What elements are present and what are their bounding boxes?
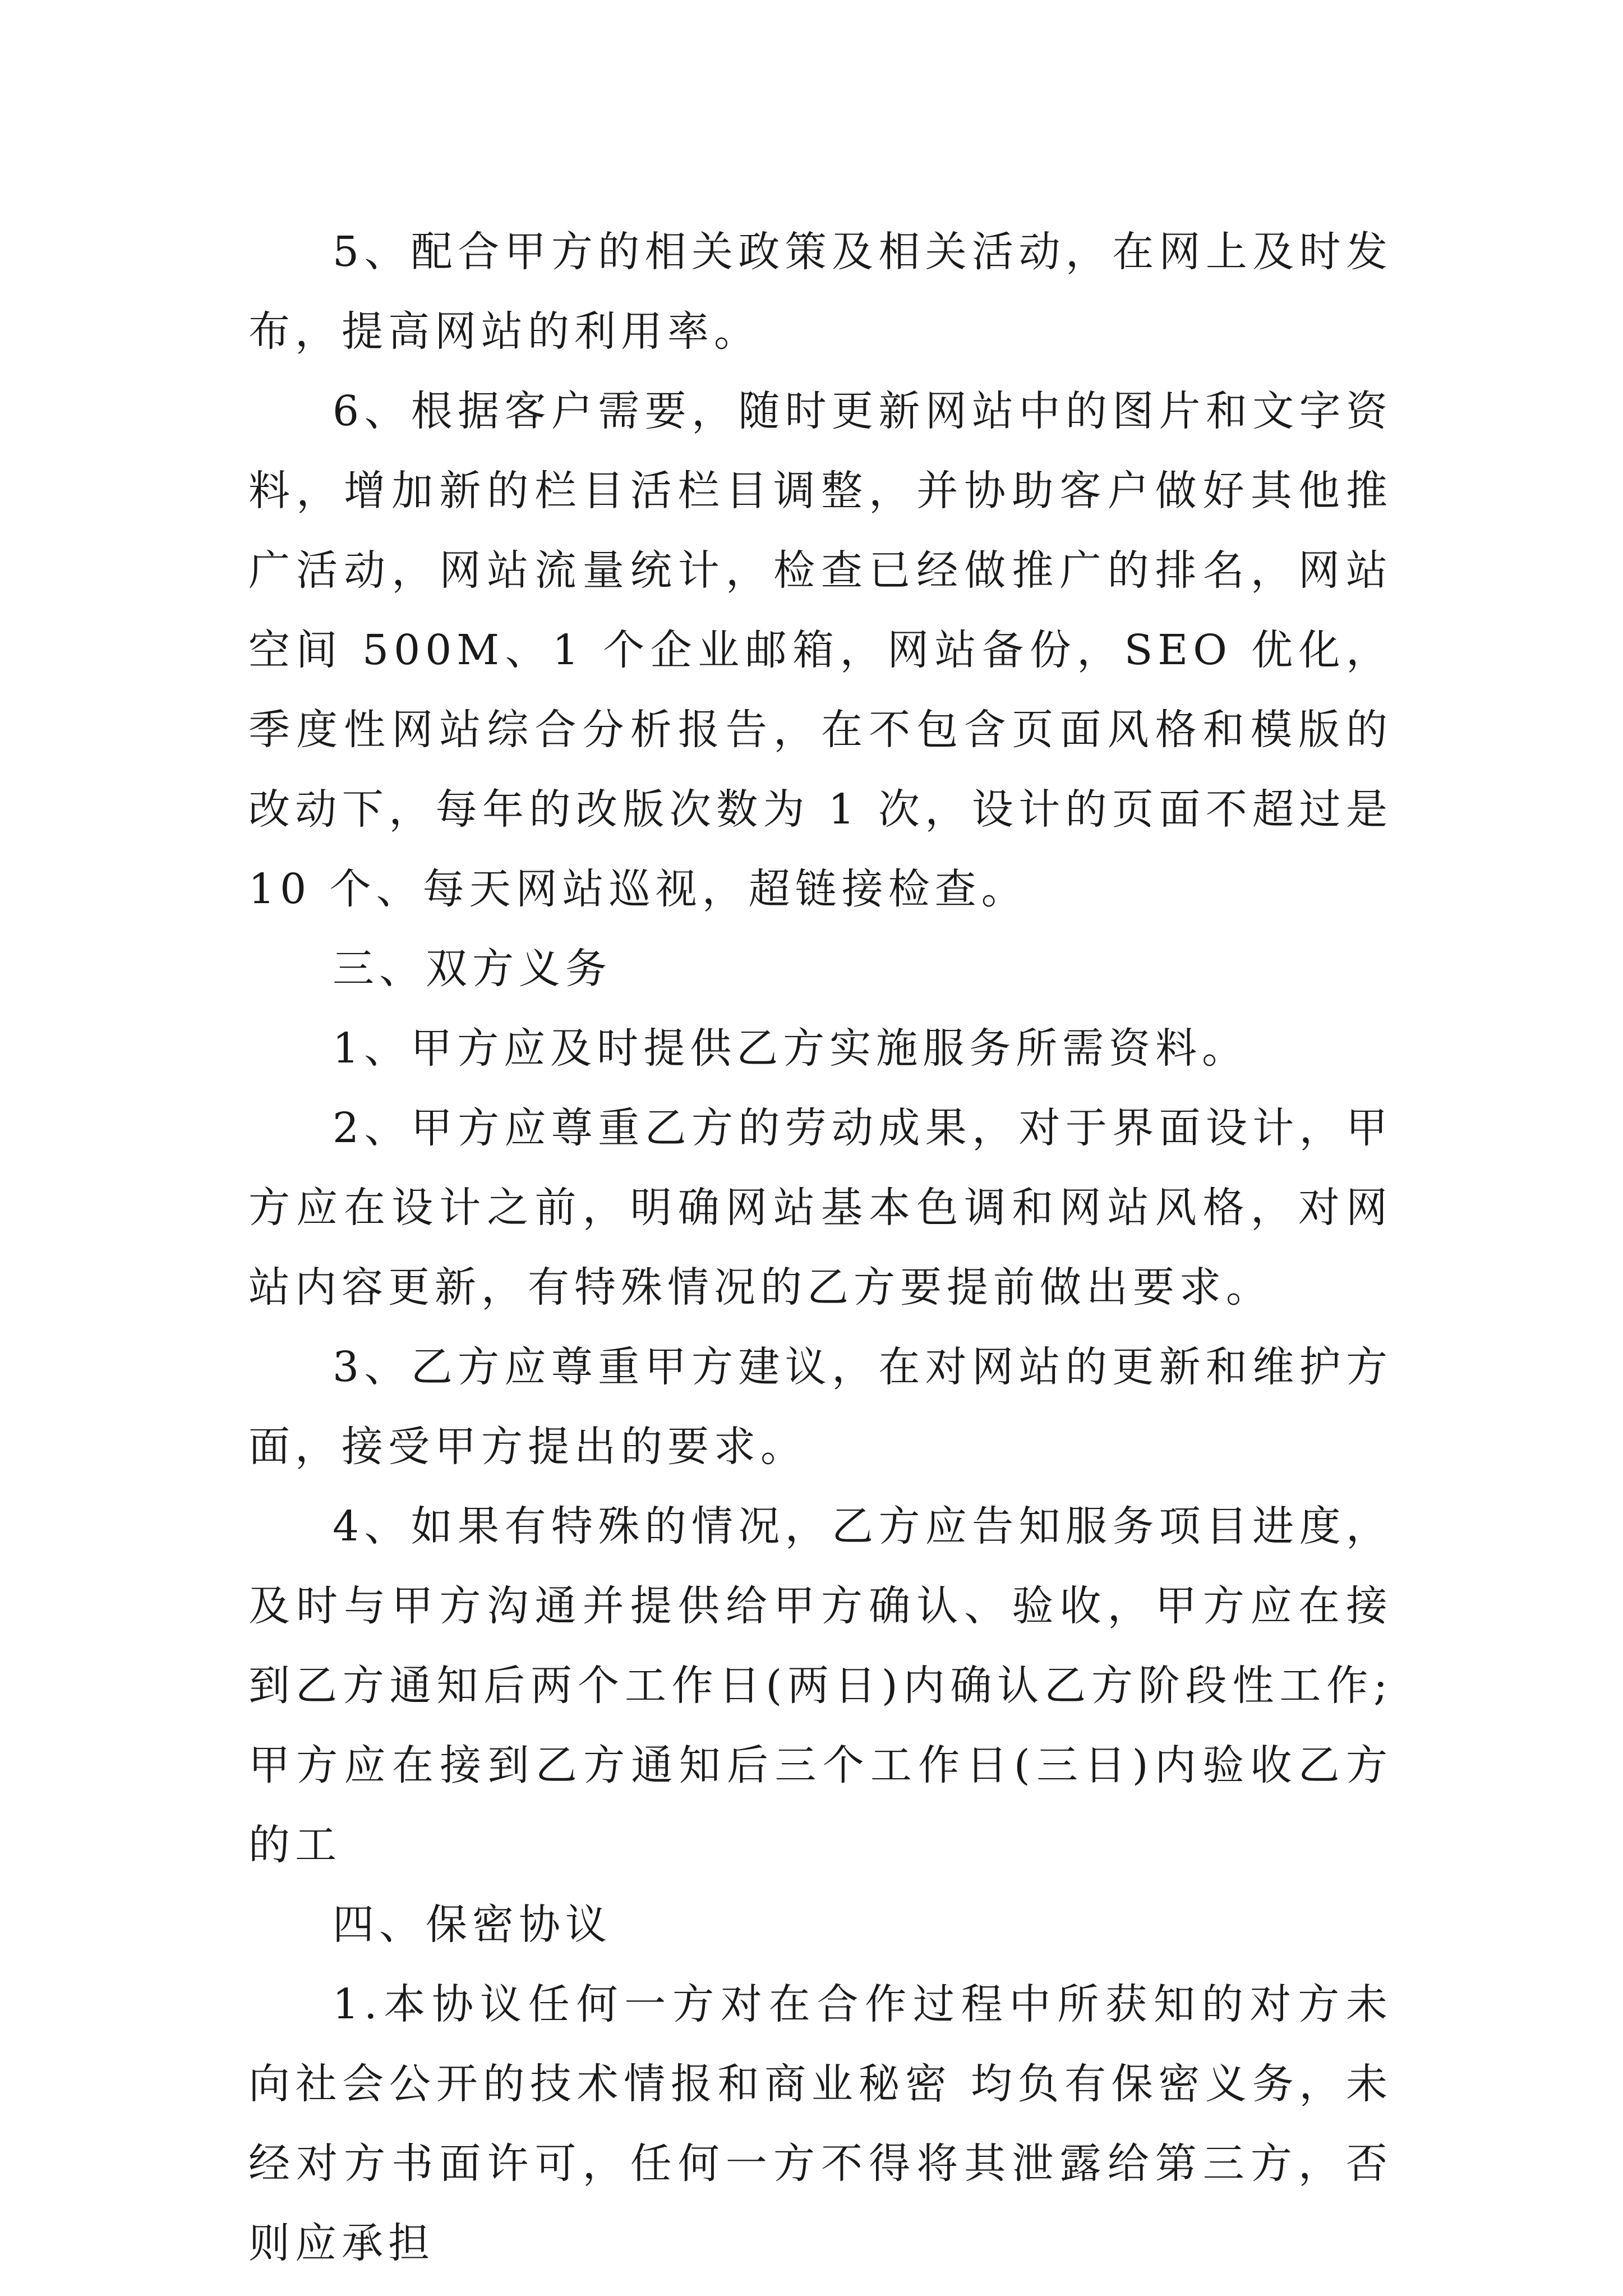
paragraph-item-5: 5、配合甲方的相关政策及相关活动，在网上及时发布，提高网站的利用率。 (248, 228, 1393, 356)
section-heading-mutual-obligations: 三、双方义务 (333, 945, 612, 993)
obligation-item-3: 3、乙方应尊重甲方建议，在对网站的更新和维护方面，接受甲方提出的要求。 (248, 1343, 1393, 1471)
paragraph-item-6: 6、根据客户需要，随时更新网站中的图片和文字资料，增加新的栏目活栏目调整，并协助客户做好其他推广活动，网站流量统计，检查已经做推广的排名，网站空间 500M、1 个企业邮箱，网站备份，SEO 优化，季度性网站综合分析报告，在不包含页面风格和模版的改动下，每年的改版次数为 1 次，设计的页面不超过是 10 个、每天网站巡视，超链接检查。 (248, 387, 1393, 913)
confidentiality-item-1: 1.本协议任何一方对在合作过程中所获知的对方未向社会公开的技术情报和商业秘密 均负有保密义务，未经对方书面许可，任何一方不得将其泄露给第三方，否则应承担 (248, 1980, 1393, 2267)
obligation-item-1: 1、甲方应及时提供乙方实施服务所需资料。 (333, 1024, 1249, 1073)
obligation-item-2: 2、甲方应尊重乙方的劳动成果，对于界面设计，甲方应在设计之前，明确网站基本色调和网站风格，对网站内容更新，有特殊情况的乙方要提前做出要求。 (248, 1104, 1393, 1312)
section-heading-confidentiality: 四、保密协议 (333, 1901, 612, 1949)
obligation-item-4: 4、如果有特殊的情况，乙方应告知服务项目进度，及时与甲方沟通并提供给甲方确认、验收，甲方应在接到乙方通知后两个工作日(两日)内确认乙方阶段性工作;甲方应在接到乙方通知后三个工作日(三日)内验收乙方的工 (248, 1502, 1393, 1869)
document-body (248, 212, 1393, 2283)
